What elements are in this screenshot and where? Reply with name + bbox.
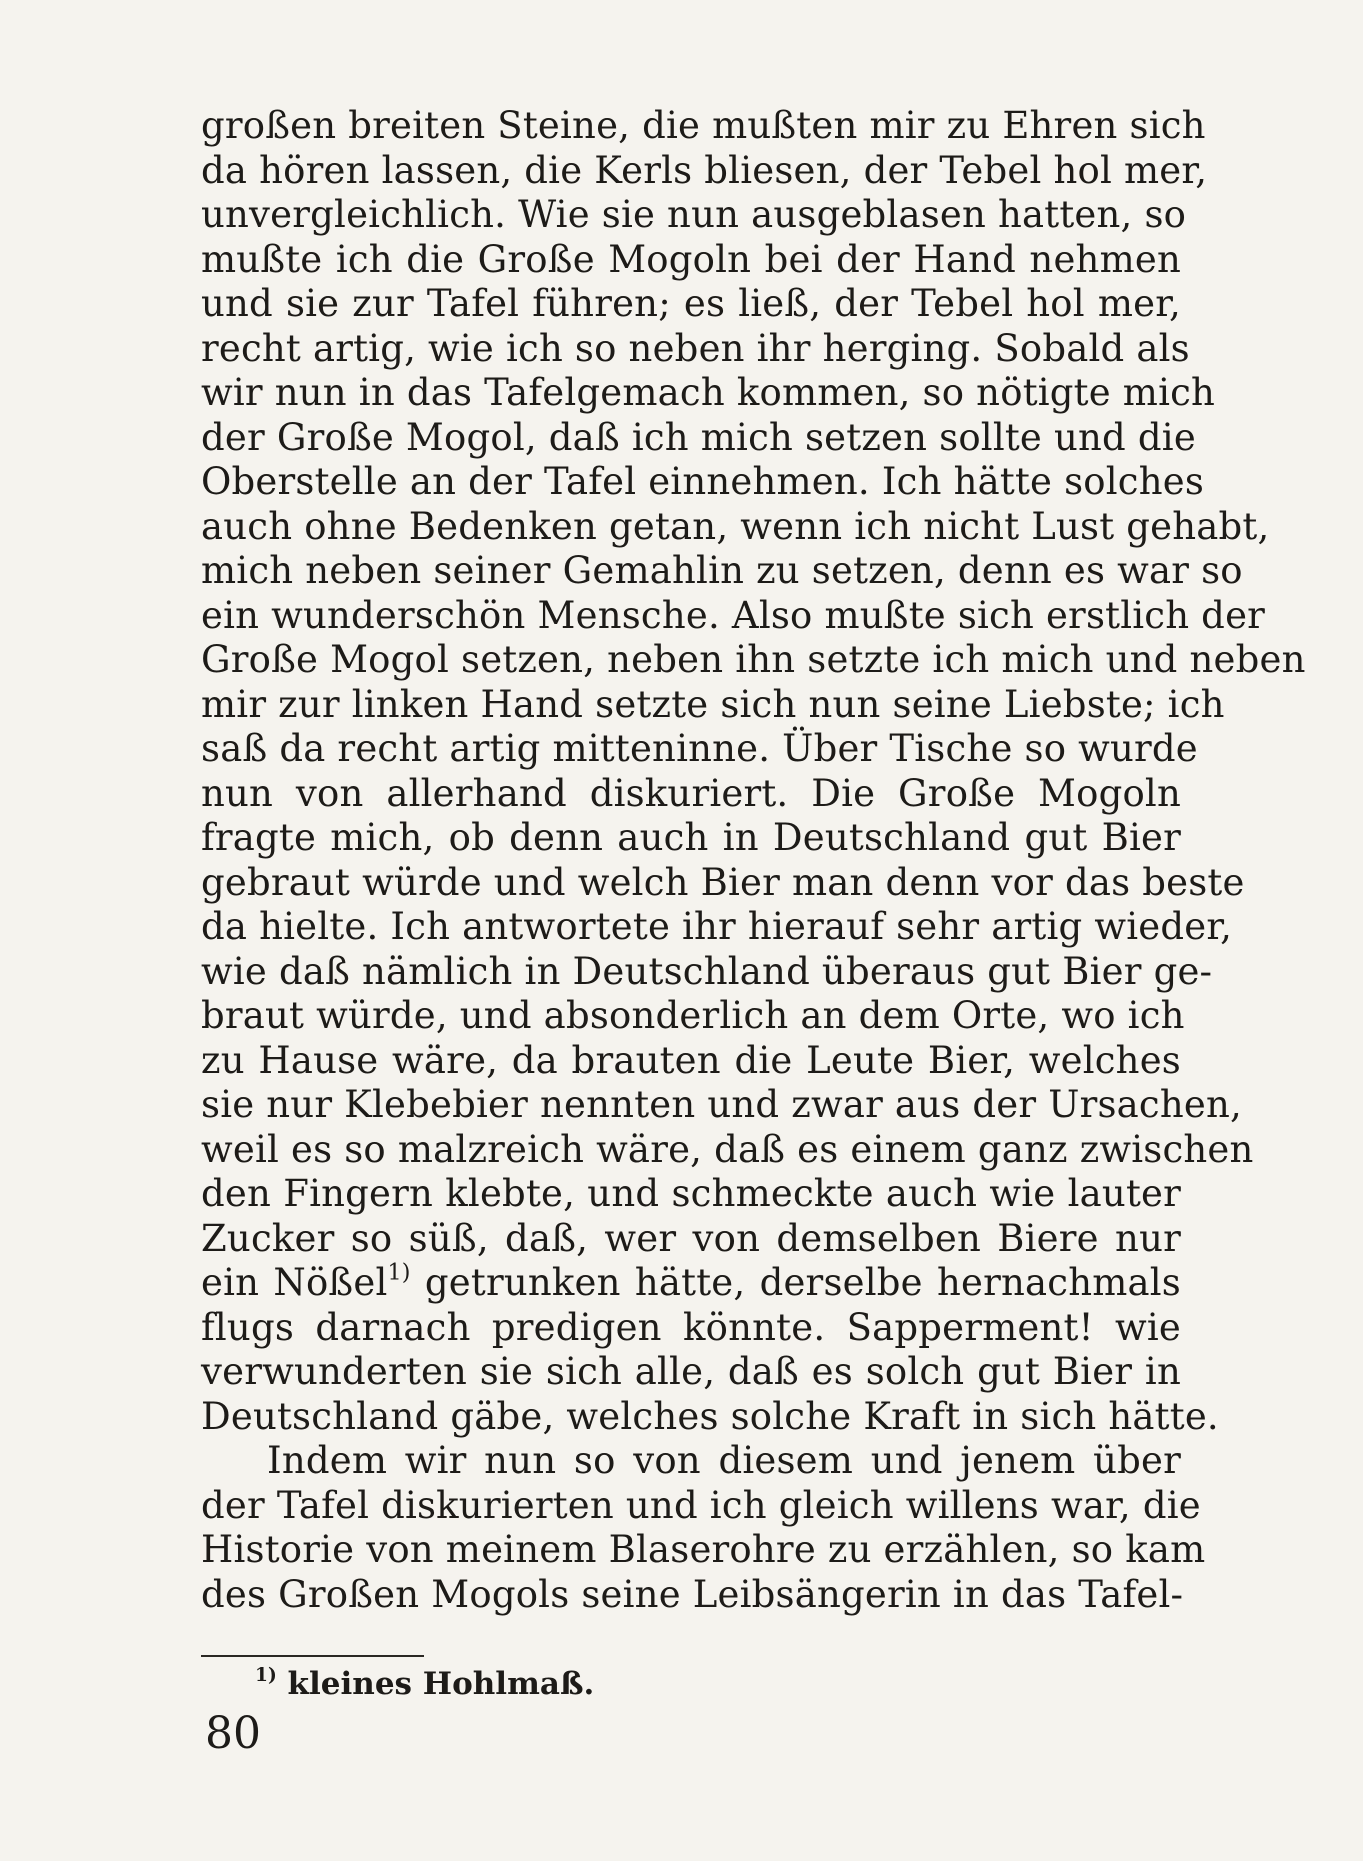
text-line: der Tafel diskurierten und ich gleich willens war, die [201, 1483, 1201, 1527]
text-span: getrunken hätte, derselbe hernachmals [410, 1261, 1181, 1304]
text-line: mich neben seiner Gemahlin zu setzen, denn es war so [201, 549, 1243, 592]
text-line: wir nun in das Tafelgemach kommen, so nötigte mich [201, 371, 1216, 414]
footnote-text: kleines Hohlmaß. [276, 1666, 595, 1702]
text-line: nun von allerhand diskuriert. Die Große Mogoln [201, 771, 1181, 815]
footnote-reference: 1) [387, 1259, 411, 1286]
footnote-marker: 1) [255, 1664, 277, 1686]
text-line: da hören lassen, die Kerls bliesen, der Tebel hol mer, [201, 148, 1208, 192]
text-line: Oberstelle an der Tafel einnehmen. Ich hätte solches [201, 460, 1205, 503]
text-line: Historie von meinem Blaserohre zu erzählen, so kam [201, 1528, 1206, 1571]
text-line: mir zur linken Hand setzte sich nun seine Liebste; ich [201, 682, 1225, 726]
footnote-divider [201, 1655, 424, 1657]
page-number: 80 [205, 1708, 261, 1759]
body-text [201, 104, 1306, 1617]
text-line: Große Mogol setzen, neben ihn setzte ich mich und neben [201, 638, 1306, 681]
text-line: fragte mich, ob denn auch in Deutschland gut Bier [201, 816, 1181, 859]
text-line-with-footnote-ref [201, 1261, 1181, 1306]
text-line: recht artig, wie ich so neben ihr herging. Sobald als [201, 326, 1190, 370]
text-line: unvergleichlich. Wie sie nun ausgeblasen hatten, so [201, 193, 1187, 236]
text-line: sie nur Klebebier nennten und zwar aus der Ursachen, [201, 1083, 1242, 1126]
text-line: weil es so malzreich wäre, daß es einem ganz zwischen [201, 1127, 1254, 1171]
text-line: ein wunderschön Mensche. Also mußte sich erstlich der [201, 593, 1266, 637]
text-line: zu Hause wäre, da brauten die Leute Bier, welches [201, 1038, 1181, 1082]
text-line: gebraut würde und welch Bier man denn vor das beste [201, 860, 1245, 904]
text-line: flugs darnach predigen könnte. Sapperment! wie [201, 1305, 1181, 1349]
text-line: Deutschland gäbe, welches solche Kraft in sich hätte. [201, 1394, 1219, 1438]
text-line: großen breiten Steine, die mußten mir zu Ehren sich [201, 104, 1206, 147]
footnote [255, 1664, 594, 1704]
text-line: saß da recht artig mitteninne. Über Tische so wurde [201, 727, 1198, 770]
text-line: mußte ich die Große Mogoln bei der Hand nehmen [201, 237, 1181, 281]
text-span: ein Nößel [201, 1261, 388, 1304]
text-line: verwunderten sie sich alle, daß es solch gut Bier in [201, 1350, 1181, 1393]
text-line: da hielte. Ich antwortete ihr hierauf sehr artig wieder, [201, 905, 1233, 948]
text-line-paragraph-start: Indem wir nun so von diesem und jenem über [267, 1439, 1181, 1482]
text-line: braut würde, und absonderlich an dem Orte, wo ich [201, 994, 1185, 1037]
text-line: der Große Mogol, daß ich mich setzen sollte und die [201, 415, 1196, 459]
text-line: und sie zur Tafel führen; es ließ, der Tebel hol mer, [201, 282, 1181, 325]
text-line: wie daß nämlich in Deutschland überaus gut Bier ge- [201, 949, 1213, 993]
text-line: des Großen Mogols seine Leibsängerin in das Tafel- [201, 1572, 1184, 1616]
text-line: Zucker so süß, daß, wer von demselben Biere nur [201, 1216, 1181, 1260]
text-line: auch ohne Bedenken getan, wenn ich nicht Lust gehabt, [201, 504, 1270, 548]
text-line: den Fingern klebte, und schmeckte auch wie lauter [201, 1172, 1181, 1215]
